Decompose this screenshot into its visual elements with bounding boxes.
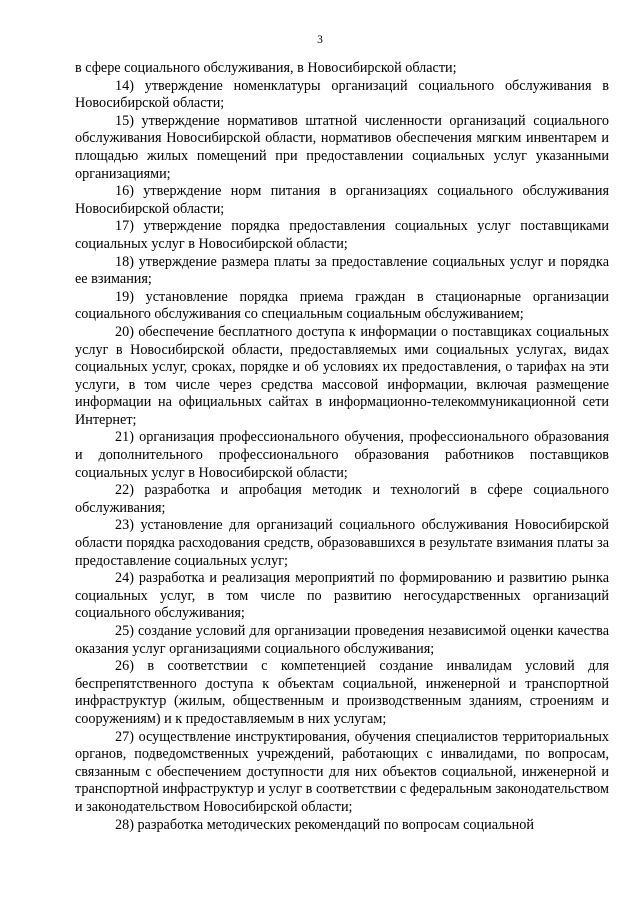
list-item-21: 21) организация профессионального обучения, профессионального образования и дополнительного профессионального образования работников поставщиков социальных услуг в Новосибирской области; (75, 429, 609, 481)
list-item-17: 17) утверждение порядка предоставления социальных услуг поставщиками социальных услуг в Новосибирской области; (75, 218, 609, 252)
list-item-18: 18) утверждение размера платы за предоставление социальных услуг и порядка ее взимания; (75, 253, 609, 288)
list-item-26: 26) в соответствии с компетенцией создание инвалидам условий для беспрепятственного доступа к объектам социальной, инженерной и транспортной инфраструктур (жилым, общественным и производственным зданиям, строениям и сооружениям) и к предоставляемым в них услугам; (75, 658, 609, 727)
list-item-22: 22) разработка и апробация методик и технологий в сфере социального обслуживания; (75, 482, 609, 516)
list-item-25: 25) создание условий для организации проведения независимой оценки качества оказания услуг организациями социального обслуживания; (75, 623, 609, 657)
list-item-28: 28) разработка методических рекомендаций по вопросам социальной (115, 816, 534, 833)
list-item-14: 14) утверждение номенклатуры организаций социального обслуживания в Новосибирской области; (75, 77, 609, 112)
list-item-19: 19) установление порядка приема граждан в стационарные организации социального обслуживания со специальным социальным обслуживанием; (75, 288, 609, 323)
list-item-15: 15) утверждение нормативов штатной численности организаций социального обслуживания Новосибирской области, нормативов обеспечения мягким инвентарем и площадью жилых помещений при предоставлении социальных услуг указанными организациями; (75, 112, 609, 182)
page-number: 3 (317, 34, 323, 46)
list-item-27: 27) осуществление инструктирования, обучения специалистов территориальных органов, подведомственных учреждений, работающих с инвалидами, по вопросам, связанным с обеспечением доступности для них объектов социальной, инженерной и транспортной инфраструктур и услуг в соответствии с федеральным законодательством и законодательством Новосибирской области; (75, 728, 609, 815)
document-body (75, 60, 609, 834)
list-item-16: 16) утверждение норм питания в организациях социального обслуживания Новосибирской области; (75, 183, 609, 217)
list-item-20: 20) обеспечение бесплатного доступа к информации о поставщиках социальных услуг в Новосибирской области, предоставляемых ими социальных услугах, видах социальных услуг, сроках, порядке и об условиях их предоставления, о тарифах на эти услуги, в том числе через средства массовой информации, включая размещение информации на официальных сайтах в информационно-телекоммуникационной сети Интернет; (75, 323, 609, 428)
paragraph-continuation: в сфере социального обслуживания, в Новосибирской области; (75, 60, 457, 76)
list-item-23: 23) установление для организаций социального обслуживания Новосибирской области порядка расходования средств, образовавшихся в результате взимания платы за предоставление социальных услуг; (75, 517, 609, 569)
list-item-24: 24) разработка и реализация мероприятий по формированию и развитию рынка социальных услуг, в том числе по развитию негосударственных организаций социального обслуживания; (75, 570, 609, 622)
